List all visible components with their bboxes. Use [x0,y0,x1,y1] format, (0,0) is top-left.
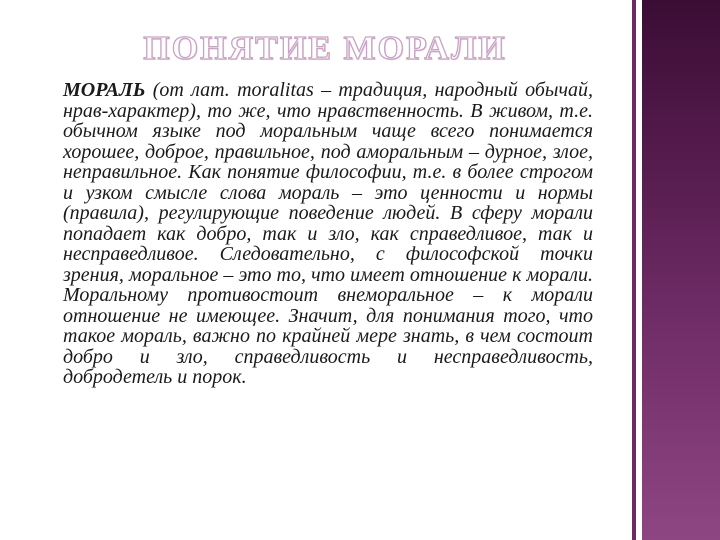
divider-line [632,0,636,540]
definition-paragraph [63,80,593,388]
definition-term: МОРАЛЬ [63,79,146,101]
decorative-side-band [642,0,720,540]
definition-text: (от лат. moralitas – традиция, народный обычай, нрав-характер), то же, что нравственность. В живом, т.е. обычном языке под моральным чаще всего понимается хорошее, доброе, правильное, под аморальным – дурное, злое, неправильное. Как понятие философии, т.е. в более строгом и узком смысле слова мораль – это ценности и нормы (правила), регулирующие поведение людей. В сферу морали попадает как добро, так и зло, как справедливое, так и несправедливое. Следовательно, с философской точки зрения, моральное – это то, что имеет отношение к морали. Моральному противостоит внеморальное – к морали отношение не имеющее. Значит, для понимания того, что такое мораль, важно по крайней мере знать, в чем состоит добро и зло, справедливость и несправедливость, добродетель и порок. [63,79,593,388]
slide-title: ПОНЯТИЕ МОРАЛИ [143,30,507,67]
